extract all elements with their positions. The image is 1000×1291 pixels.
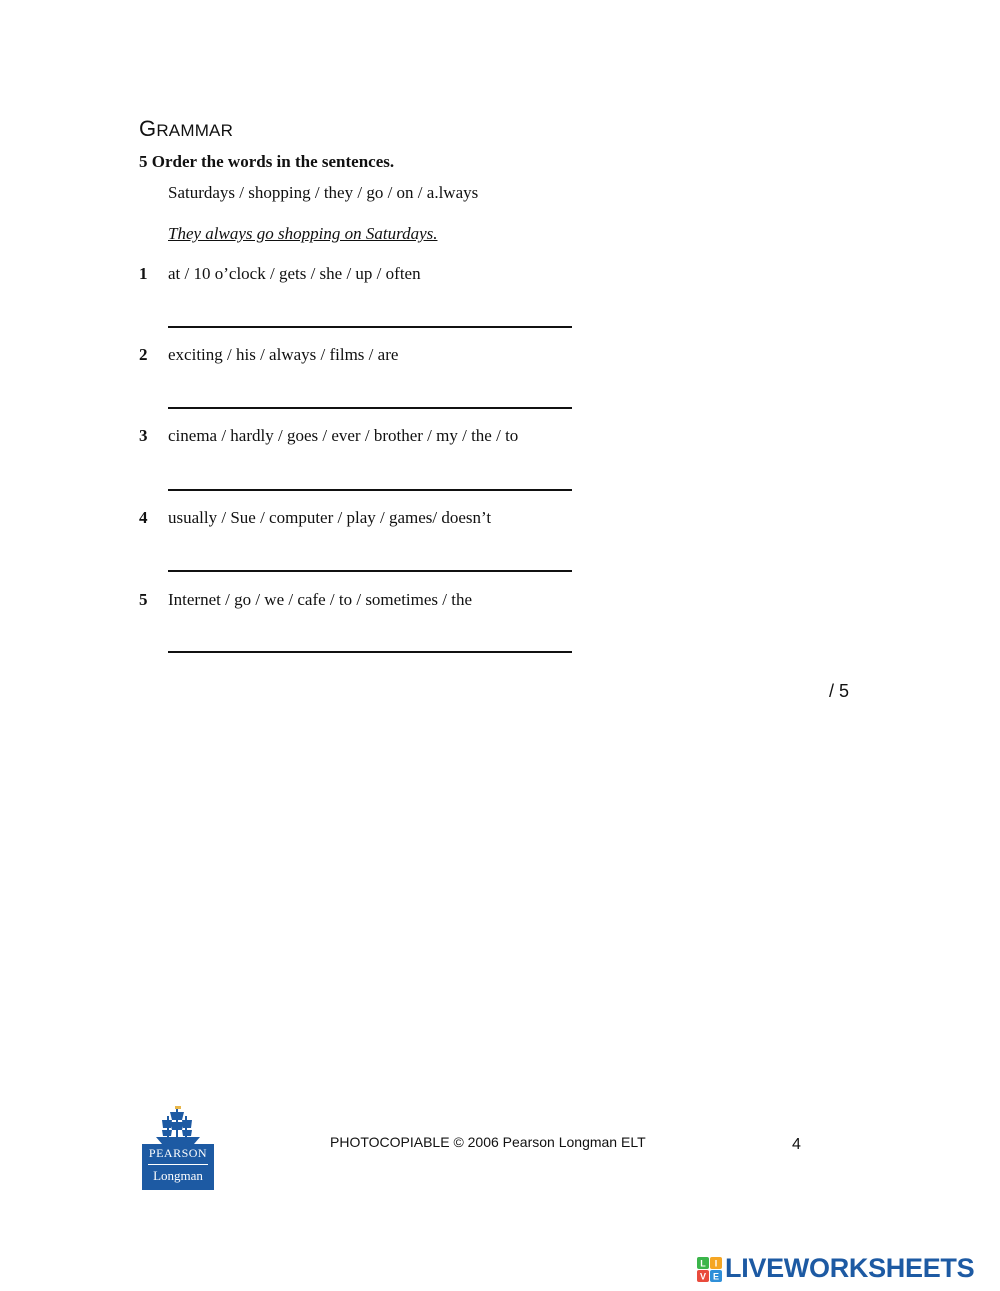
item-number: 3 (139, 426, 148, 445)
section-heading (139, 116, 233, 142)
item-prompt: Internet / go / we / cafe / to / sometimes / the (168, 590, 473, 609)
example-question: Saturdays / shopping / they / go / on / a.lways (168, 183, 479, 202)
heading-rest: RAMMAR (156, 121, 234, 140)
brand-text: LIVEWORKSHEETS (725, 1253, 975, 1283)
svg-text:E: E (712, 1271, 720, 1282)
logo-text-longman: Longman (153, 1168, 203, 1183)
answer-input-4[interactable] (168, 540, 572, 572)
live-blocks-icon (697, 1257, 723, 1283)
ship-icon (142, 1106, 214, 1146)
svg-text:I: I (714, 1258, 718, 1269)
heading-initial: G (139, 116, 157, 141)
item-prompt: at / 10 o’clock / gets / she / up / often (168, 264, 421, 283)
item-number: 1 (139, 264, 148, 283)
pearson-logo (142, 1106, 214, 1190)
svg-text:L: L (700, 1258, 706, 1269)
page-number: 4 (792, 1136, 801, 1153)
score-total: / 5 (829, 681, 850, 701)
copyright-footer: PHOTOCOPIABLE © 2006 Pearson Longman ELT (330, 1134, 646, 1150)
item-prompt: exciting / his / always / films / are (168, 345, 399, 364)
item-prompt: usually / Sue / computer / play / games/ doesn’t (168, 508, 492, 527)
answer-input-2[interactable] (168, 377, 572, 409)
answer-input-1[interactable] (168, 296, 572, 328)
item-number: 2 (139, 345, 148, 364)
answer-input-3[interactable] (168, 459, 572, 491)
example-answer: They always go shopping on Saturdays. (168, 224, 438, 243)
answer-input-5[interactable] (168, 621, 572, 653)
logo-text-pearson: PEARSON (148, 1146, 208, 1160)
item-number: 5 (139, 590, 148, 609)
item-number: 4 (139, 508, 148, 527)
exercise-instruction: 5 Order the words in the sentences. (139, 152, 395, 171)
svg-text:V: V (699, 1271, 707, 1282)
item-prompt: cinema / hardly / goes / ever / brother / my / the / to (168, 426, 519, 445)
